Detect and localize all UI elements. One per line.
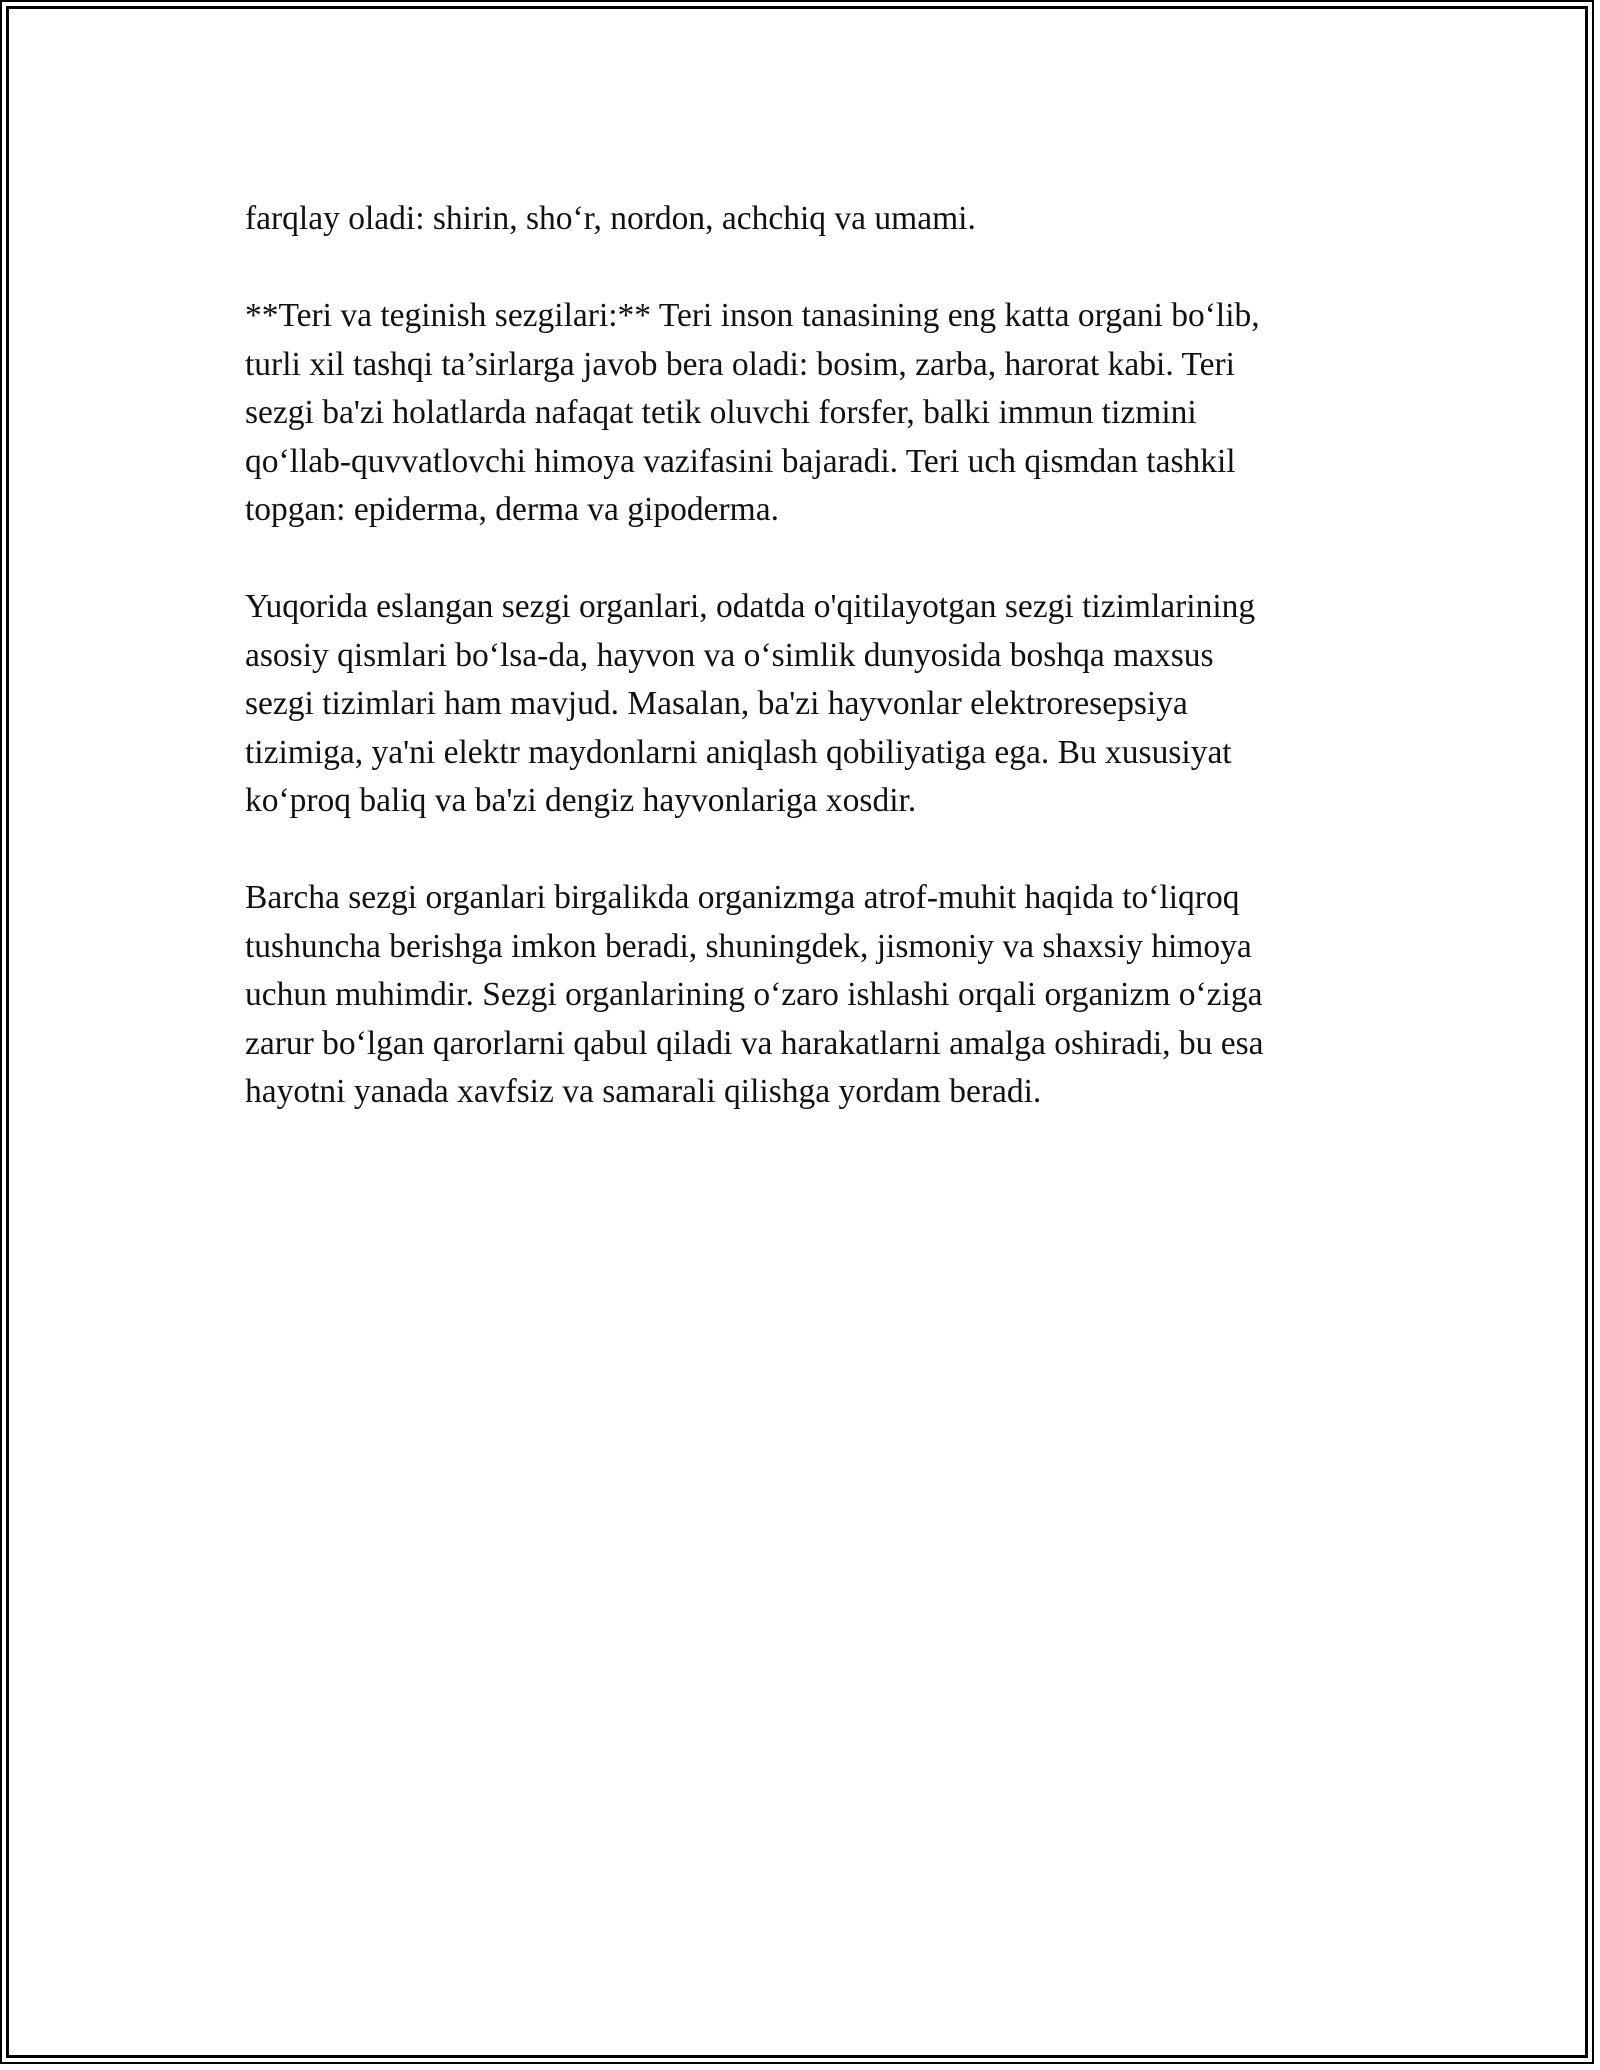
text-line: Barcha sezgi organlari birgalikda organizmga atrof-muhit haqida to‘liqroq bbox=[245, 879, 1240, 916]
text-line: tizimiga, ya'ni elektr maydonlarni aniqlash qobiliyatiga ega. Bu xususiyat bbox=[245, 733, 1232, 771]
text-line: qo‘llab-quvvatlovchi himoya vazifasini bajaradi. Teri uch qismdan tashkil bbox=[245, 442, 1236, 480]
text-line: uchun muhimdir. Sezgi organlarining o‘zaro ishlashi orqali organizm o‘ziga bbox=[245, 976, 1263, 1013]
document-body bbox=[245, 195, 1375, 1165]
text-line: **Teri va teginish sezgilari:** Teri inson tanasining eng katta organi bo‘lib, bbox=[245, 297, 1260, 334]
paragraph-conclusion bbox=[245, 874, 1375, 1117]
text-line: sezgi tizimlari ham mavjud. Masalan, ba'zi hayvonlar elektroresepsiya bbox=[245, 685, 1188, 722]
text-line: ko‘proq baliq va ba'zi dengiz hayvonlariga xosdir. bbox=[245, 782, 917, 819]
paragraph-skin-touch bbox=[245, 292, 1375, 535]
text-line: turli xil tashqi ta’sirlarga javob bera oladi: bosim, zarba, harorat kabi. Teri bbox=[245, 345, 1235, 383]
text-line: tushuncha berishga imkon beradi, shuningdek, jismoniy va shaxsiy himoya bbox=[245, 927, 1252, 965]
text-line: topgan: epiderma, derma va gipoderma. bbox=[245, 491, 779, 528]
text-line: asosiy qismlari bo‘lsa-da, hayvon va o‘simlik dunyosida boshqa maxsus bbox=[245, 636, 1214, 674]
paragraph-other-senses bbox=[245, 583, 1375, 826]
text-line: farqlay oladi: shirin, sho‘r, nordon, achchiq va umami. bbox=[245, 200, 976, 237]
paragraph-taste-continuation bbox=[245, 195, 1375, 244]
text-line: zarur bo‘lgan qarorlarni qabul qiladi va harakatlarni amalga oshiradi, bu esa bbox=[245, 1024, 1264, 1062]
page-frame bbox=[6, 6, 1588, 2058]
text-line: sezgi ba'zi holatlarda nafaqat tetik oluvchi forsfer, balki immun tizmini bbox=[245, 394, 1197, 431]
text-line: Yuqorida eslangan sezgi organlari, odatda o'qitilayotgan sezgi tizimlarining bbox=[245, 588, 1256, 625]
text-line: hayotni yanada xavfsiz va samarali qilishga yordam beradi. bbox=[245, 1073, 1042, 1110]
